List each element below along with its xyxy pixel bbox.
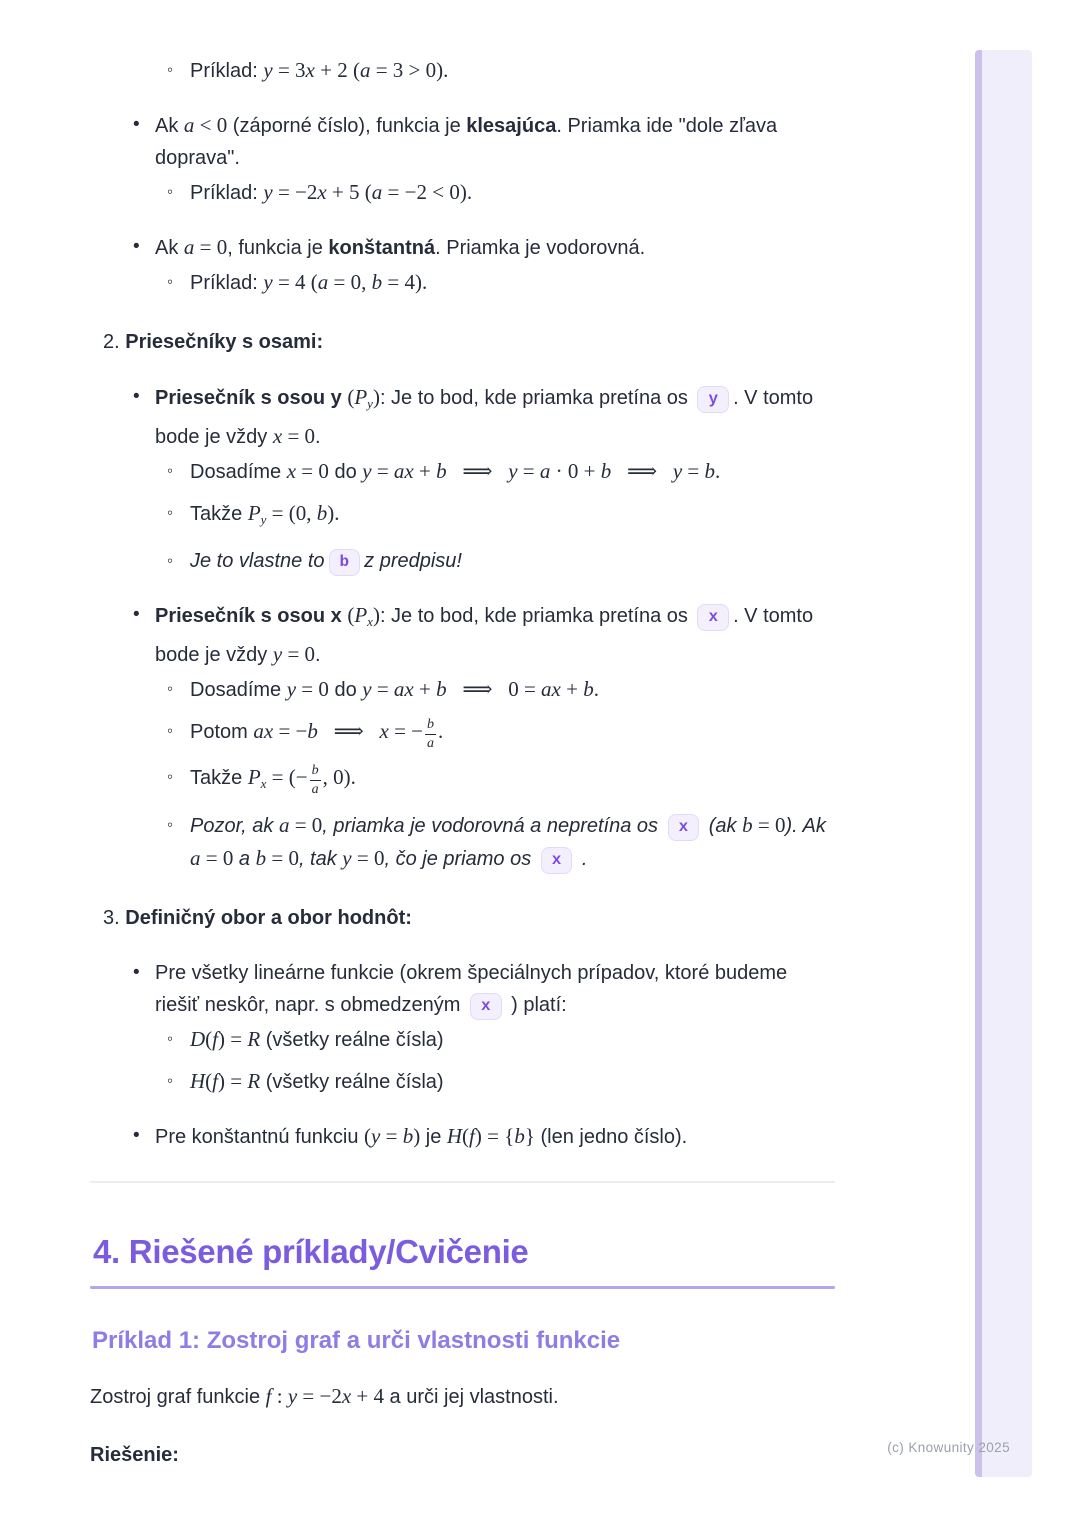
- math-text: .: [438, 719, 444, 743]
- math-italic: b: [583, 677, 594, 701]
- list-item: [133, 231, 835, 264]
- bullet-circle-icon: ◦: [167, 679, 174, 698]
- bullet-dot-icon: •: [133, 604, 140, 625]
- math-subscript: [367, 614, 373, 629]
- numbered-heading: [103, 326, 835, 358]
- list-item-text: [190, 455, 835, 488]
- math-italic: a: [359, 58, 371, 82]
- math-italic: ax: [393, 677, 414, 701]
- math-italic: b: [704, 459, 715, 483]
- text-run: (všetky reálne čísla): [260, 1028, 444, 1051]
- scrollbar-edge-strip[interactable]: [975, 50, 982, 1477]
- inline-code-chip: y: [697, 386, 729, 413]
- heading-title: Definičný obor a obor hodnôt:: [125, 906, 412, 929]
- math-italic: f: [265, 1383, 272, 1408]
- text-run: .: [576, 847, 588, 870]
- list-item-text: [190, 809, 835, 875]
- math-italic: ax: [253, 719, 274, 743]
- list-item-text: [155, 599, 835, 671]
- math-italic: a: [311, 781, 319, 797]
- math-italic: y: [272, 642, 283, 666]
- text-run: . Priamka je vodorovná.: [435, 237, 646, 259]
- fraction-denominator: [425, 735, 436, 752]
- math-text: b = 0: [742, 812, 786, 837]
- section-heading: 4. Riešené príklady/Cvičenie: [93, 1232, 529, 1270]
- text-run: . V tomto bode je vždy: [155, 605, 814, 666]
- list-item-text: [190, 266, 835, 299]
- example-heading: Príklad 1: Zostroj graf a urči vlastnosti funkcie: [92, 1326, 621, 1354]
- list-item: [133, 1120, 835, 1153]
- bullet-circle-icon: ◦: [167, 503, 174, 522]
- list-item: [167, 761, 835, 800]
- math-text: , 0).: [322, 764, 356, 789]
- math-text: $P_x$ = (−: [247, 764, 308, 791]
- bullet-circle-icon: ◦: [167, 551, 174, 570]
- text-run: Priesečník s osou x: [155, 605, 342, 627]
- math-italic: y: [362, 677, 372, 701]
- math-text: H(f) = R: [190, 1068, 261, 1093]
- text-run: . V tomto bode je vždy: [155, 387, 814, 448]
- text-run: Takže: [190, 766, 248, 789]
- text-run: , priamka je vodorovná a nepretína os: [322, 814, 664, 837]
- heading-number: 3.: [103, 906, 126, 929]
- paragraph: [90, 1380, 835, 1413]
- list-item: [167, 455, 835, 488]
- list-item-text: [190, 1023, 835, 1056]
- text-run: Príklad:: [190, 272, 264, 294]
- math-italic: x: [260, 775, 267, 791]
- text-run: Ak: [155, 237, 184, 259]
- math-italic: y: [287, 1383, 298, 1408]
- math-italic: R: [247, 1026, 261, 1051]
- math-italic: x: [341, 1383, 352, 1408]
- text-run: Je to vlastne to: [190, 550, 325, 572]
- math-italic: ax: [393, 459, 414, 483]
- math-text: y = 4 (a = 0, b = 4).: [263, 270, 428, 294]
- list-item: [167, 673, 835, 706]
- list-item-text: [155, 1120, 835, 1153]
- list-item-text: [190, 715, 835, 752]
- math-text: y = 3x + 2 (a = 3 > 0).: [263, 58, 449, 82]
- math-italic: y: [260, 512, 267, 527]
- section-divider: [90, 1181, 835, 1183]
- math-italic: P: [354, 385, 368, 409]
- text-run: .: [315, 426, 321, 448]
- doc-content: [90, 54, 835, 1471]
- paragraph-bold: Riešenie:: [90, 1443, 179, 1466]
- inline-code-chip: x: [470, 993, 502, 1020]
- math-text: x = 0: [286, 459, 329, 483]
- text-run: ) platí:: [505, 993, 567, 1016]
- list-item-text: [190, 176, 835, 209]
- inline-code-chip: b: [329, 549, 361, 576]
- section-heading-underline: [90, 1286, 835, 1289]
- list-item: [167, 1023, 835, 1056]
- math-italic: a: [539, 459, 551, 483]
- math-italic: x: [305, 58, 315, 82]
- math-italic: P: [247, 501, 261, 525]
- list-item: [133, 109, 835, 174]
- math-text: a = 0: [278, 812, 323, 837]
- list-item: [167, 1065, 835, 1098]
- math-text: a = 0: [190, 845, 234, 870]
- list-item: [133, 957, 835, 1021]
- text-run: : Je to bod, kde priamka pretína os: [379, 387, 694, 409]
- text-run: z predpisu!: [364, 550, 462, 572]
- text-run: . Priamka ide "dole zľava doprava".: [155, 115, 778, 169]
- math-italic: H: [190, 1068, 206, 1093]
- list-item: [167, 54, 835, 87]
- math-text: a = 0: [183, 235, 228, 259]
- list-item: [167, 545, 835, 577]
- text-run: Pozor, ak: [190, 814, 279, 837]
- math-italic: a: [317, 270, 329, 294]
- math-text: f : y = −2x + 4: [265, 1383, 384, 1408]
- math-italic: b: [255, 845, 267, 870]
- list-item-text: [155, 957, 835, 1021]
- scrollbar-track[interactable]: [975, 50, 1032, 1477]
- text-run: a: [233, 847, 256, 870]
- math-italic: y: [263, 270, 273, 294]
- math-italic: y: [286, 677, 297, 701]
- text-run: konštantná: [328, 237, 436, 259]
- list-item-text: [155, 381, 835, 453]
- math-text: a < 0: [183, 113, 228, 137]
- text-run: Dosadíme: [190, 461, 287, 483]
- math-italic: P: [354, 603, 368, 627]
- math-italic: D: [190, 1026, 206, 1051]
- math-italic: a: [427, 736, 434, 751]
- math-italic: y: [367, 396, 373, 411]
- text-run: (záporné číslo), funkcia je: [227, 115, 467, 137]
- math-italic: b: [371, 270, 383, 294]
- list-item-text: [155, 231, 835, 264]
- bullet-circle-icon: ◦: [167, 60, 174, 79]
- math-text: y = 0: [272, 642, 316, 666]
- list-item: [167, 809, 835, 875]
- math-text: [312, 782, 319, 797]
- text-run: klesajúca: [466, 115, 557, 137]
- math-italic: b: [316, 501, 328, 525]
- math-italic: x: [317, 180, 327, 204]
- bullet-dot-icon: •: [133, 961, 140, 983]
- math-italic: b: [307, 719, 318, 743]
- list-item-text: [190, 673, 835, 706]
- inline-code-chip: x: [541, 847, 573, 874]
- math-italic: f: [469, 1123, 475, 1148]
- text-run: Zostroj graf funkcie: [90, 1385, 266, 1408]
- list-item: [167, 497, 835, 536]
- bullet-circle-icon: ◦: [167, 461, 174, 480]
- math-text: ax = −b ⟹ x = −: [253, 719, 423, 743]
- math-italic: b: [436, 459, 447, 483]
- list-item-text: [190, 545, 835, 577]
- fraction-numerator: [310, 763, 321, 781]
- list-item-text: [190, 761, 835, 800]
- math-italic: y: [263, 58, 273, 82]
- text-run: ). Ak: [785, 814, 826, 837]
- math-italic: y: [362, 459, 372, 483]
- text-run: Priesečník s osou y: [155, 387, 342, 409]
- fraction-numerator: [425, 717, 436, 735]
- list-item: [133, 599, 835, 671]
- math-italic: y: [342, 845, 352, 870]
- text-run: , funkcia je: [227, 237, 329, 259]
- list-item: [167, 176, 835, 209]
- math-italic: a: [190, 845, 201, 870]
- math-italic: ax: [541, 677, 561, 701]
- math-italic: x: [367, 614, 373, 629]
- math-text: y = ax + b ⟹ 0 = ax + b.: [362, 677, 599, 701]
- math-italic: b: [514, 1123, 525, 1148]
- math-text: $(P_y)$: [347, 385, 380, 411]
- inline-code-chip: x: [668, 814, 700, 841]
- math-text: y = 0: [342, 845, 385, 870]
- list-item-text: [190, 497, 835, 536]
- numbered-heading: [103, 902, 835, 934]
- math-italic: b: [436, 677, 447, 701]
- bullet-circle-icon: ◦: [167, 182, 174, 201]
- math-italic: H: [446, 1123, 463, 1148]
- text-run: (ak: [703, 814, 743, 837]
- math-italic: b: [427, 717, 434, 733]
- text-run: a urči jej vlastnosti.: [384, 1385, 559, 1408]
- text-run: (len jedno číslo).: [534, 1125, 688, 1148]
- math-italic: y: [508, 459, 518, 483]
- math-italic: a: [371, 180, 383, 204]
- watermark: (c) Knowunity 2025: [887, 1440, 1010, 1455]
- text-run: Príklad:: [190, 60, 264, 82]
- text-run: : Je to bod, kde priamka pretína os: [379, 605, 694, 627]
- text-run: do: [328, 461, 363, 483]
- math-italic: b: [402, 1123, 414, 1148]
- math-text: $P_y = (0$, b).: [247, 501, 340, 527]
- math-italic: f: [212, 1068, 219, 1093]
- text-run: , čo je priamo os: [384, 847, 537, 870]
- math-italic: y: [263, 180, 273, 204]
- math-italic: P: [247, 764, 261, 789]
- math-text: H(f) = {b}: [446, 1123, 535, 1148]
- math-italic: x: [379, 719, 389, 743]
- math-italic: x: [272, 424, 283, 448]
- math-subscript: [367, 396, 373, 411]
- math-italic: y: [371, 1123, 381, 1148]
- math-fraction: [425, 717, 436, 751]
- math-text: [312, 763, 319, 778]
- list-item: [167, 715, 835, 752]
- math-italic: a: [278, 812, 290, 837]
- text-run: , tak: [298, 847, 343, 870]
- text-run: je: [420, 1125, 447, 1148]
- text-run: do: [328, 679, 363, 701]
- bullet-circle-icon: ◦: [167, 814, 174, 834]
- inline-code-chip: x: [697, 604, 729, 631]
- text-run: Dosadíme: [190, 679, 287, 701]
- math-italic: b: [600, 459, 612, 483]
- math-italic: b: [742, 812, 753, 837]
- math-fraction: [310, 763, 321, 797]
- text-run: Ak: [155, 115, 184, 137]
- math-text: [427, 717, 434, 732]
- bullet-dot-icon: •: [133, 1124, 140, 1146]
- text-run: Pre všetky lineárne funkcie (okrem špeciálnych prípadov, ktoré budeme riešiť neskôr, napr. s obmedzeným: [155, 961, 788, 1016]
- text-run: Potom: [190, 721, 254, 743]
- bullet-dot-icon: •: [133, 386, 140, 407]
- list-item: [133, 381, 835, 453]
- list-item-text: [190, 1065, 835, 1098]
- text-run: Príklad:: [190, 182, 264, 204]
- heading-number: 2.: [103, 331, 126, 353]
- math-italic: a: [183, 235, 195, 259]
- math-italic: b: [311, 763, 319, 778]
- math-italic: R: [247, 1068, 261, 1093]
- math-text: (y = b): [364, 1123, 421, 1148]
- list-item-text: [190, 54, 835, 87]
- text-run: (všetky reálne čísla): [260, 1070, 444, 1093]
- list-item: [167, 266, 835, 299]
- text-run: .: [315, 644, 321, 666]
- math-subscript: [261, 512, 267, 527]
- math-text: y = ax + b ⟹ y = a · 0 + b ⟹ y = b.: [362, 459, 721, 483]
- math-italic: a: [183, 113, 195, 137]
- bullet-dot-icon: •: [133, 114, 140, 135]
- list-item-text: [155, 109, 835, 174]
- heading-title: Priesečníky s osami:: [125, 331, 324, 353]
- math-text: [427, 736, 434, 751]
- bullet-circle-icon: ◦: [167, 272, 174, 291]
- math-text: $(P_x)$: [347, 603, 380, 629]
- math-text: y = −2x + 5 (a = −2 < 0).: [263, 180, 473, 204]
- bullet-circle-icon: ◦: [167, 766, 174, 786]
- math-text: b = 0: [255, 845, 299, 870]
- math-italic: y: [672, 459, 683, 483]
- text-run: Pre konštantnú funkciu: [155, 1125, 365, 1148]
- math-italic: f: [212, 1026, 219, 1051]
- math-subscript: [261, 776, 267, 791]
- bullet-circle-icon: ◦: [167, 1070, 174, 1090]
- bullet-dot-icon: •: [133, 236, 140, 257]
- fraction-denominator: [310, 781, 321, 798]
- math-italic: x: [286, 459, 297, 483]
- bullet-circle-icon: ◦: [167, 1028, 174, 1048]
- bullet-circle-icon: ◦: [167, 721, 174, 740]
- text-run: Takže: [190, 503, 248, 525]
- math-text: D(f) = R: [190, 1026, 261, 1051]
- math-text: x = 0: [272, 424, 316, 448]
- math-text: y = 0: [286, 677, 329, 701]
